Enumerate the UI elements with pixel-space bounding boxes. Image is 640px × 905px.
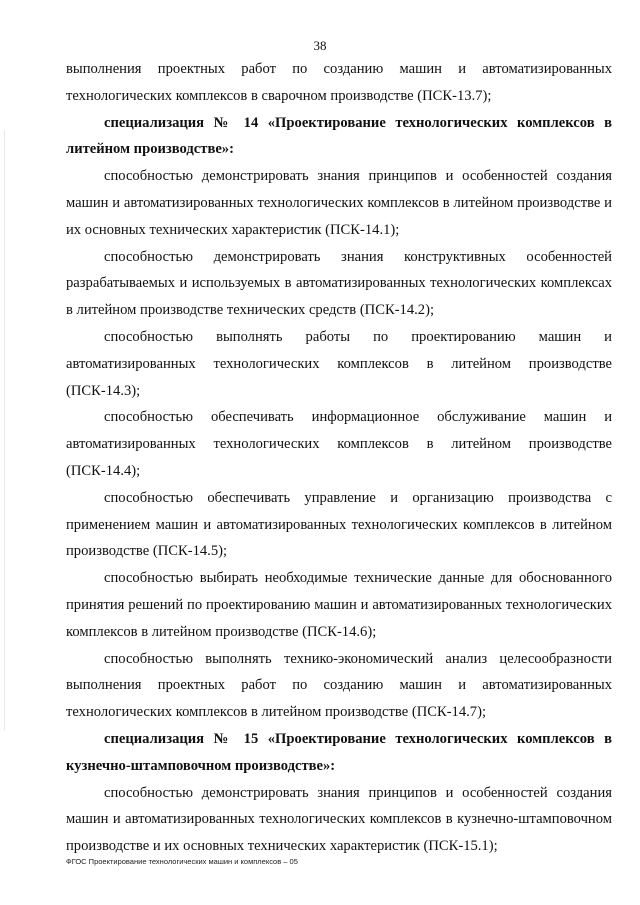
competency-psk-14-6: способностью выбирать необходимые технические данные для обоснованного принятия решений по проектированию машин и автоматизированных технологических комплексов в литейном производстве (ПСК-14.6); <box>66 570 612 640</box>
scan-edge-line <box>4 130 5 730</box>
specialization-14-heading: специализация № 14 «Проектирование технологических комплексов в литейном производстве»: <box>66 114 612 158</box>
competency-psk-14-3: способностью выполнять работы по проектированию машин и автоматизированных технологических комплексов в литейном производстве (ПСК-14.3); <box>66 328 612 399</box>
competency-psk-14-7: способностью выполнять технико-экономический анализ целесообразности выполнения проектных работ по созданию машин и автоматизированных технологических комплексов в литейном производстве (ПСК-14.7); <box>66 650 612 721</box>
competency-psk-14-5: способностью обеспечивать управление и организацию производства с применением машин и автоматизированных технологических комплексов в литейном производстве (ПСК-14.5); <box>66 489 612 560</box>
document-body <box>66 56 612 860</box>
page-footer: ФГОС Проектирование технологических машин и комплексов – 05 <box>66 857 298 866</box>
specialization-15-heading: специализация № 15 «Проектирование технологических комплексов в кузнечно-штамповочном производстве»: <box>66 730 612 774</box>
paragraph-continuation: выполнения проектных работ по созданию машин и автоматизированных технологических комплексов в сварочном производстве (ПСК-13.7); <box>66 61 612 104</box>
competency-psk-14-1: способностью демонстрировать знания принципов и особенностей создания машин и автоматизированных технологических комплексов в литейном производстве и их основных технических характеристик (ПСК-14.1); <box>66 168 612 238</box>
page-number: 38 <box>313 38 327 53</box>
competency-psk-14-2: способностью демонстрировать знания конструктивных особенностей разрабатываемых и используемых в автоматизированных технологических комплексах в литейном производстве технических средств (ПСК-14.2); <box>66 248 612 319</box>
competency-psk-14-4: способностью обеспечивать информационное обслуживание машин и автоматизированных технологических комплексов в литейном производстве (ПСК-14.4); <box>66 409 612 479</box>
competency-psk-15-1: способностью демонстрировать знания принципов и особенностей создания машин и автоматизированных технологических комплексов в кузнечно-штамповочном производстве и их основных технических характеристик (ПСК-15.1); <box>66 784 612 855</box>
